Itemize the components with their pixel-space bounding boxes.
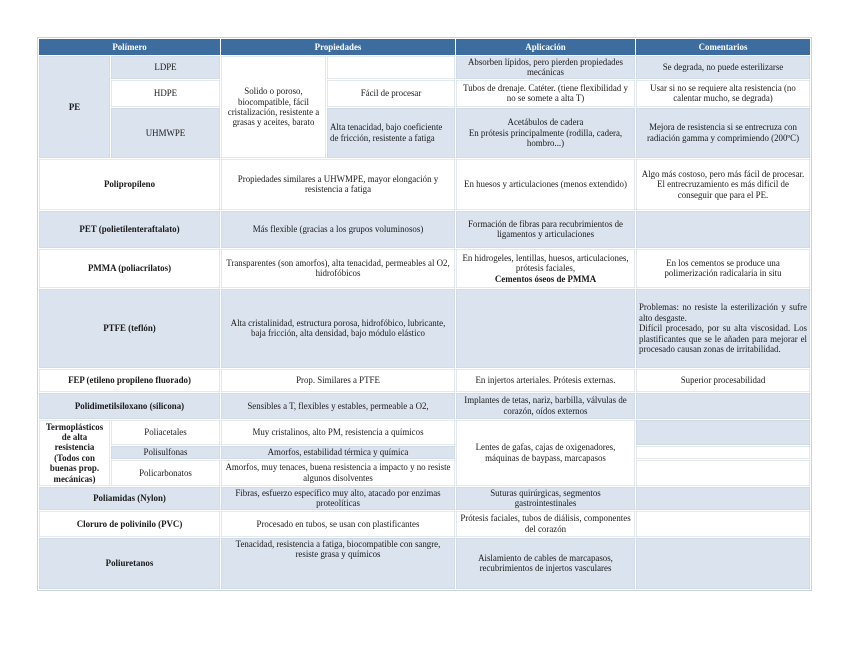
table-row [39, 537, 811, 589]
nylon-app: Suturas quirúrgicas, segmentos gastrointestinales [456, 486, 636, 510]
table-row [39, 210, 811, 248]
pp-comment: Algo más costoso, pero más fácil de procesar. El entrecruzamiento es más difícil de conseguir que para el PE. [636, 158, 811, 210]
pe-uhmwpe: UHMWPE [111, 107, 221, 158]
termo-item-props: Amorfos, muy tenaces, buena resistencia a impacto y no resiste algunos disolventes [221, 459, 456, 486]
pet-props: Más flexible (gracias a los grupos voluminosos) [221, 210, 456, 248]
pe-uhmwpe-app: Acetábulos de cadera En prótesis principalmente (rodilla, cadera, hombro...) [456, 107, 636, 158]
termo-item-comment [636, 459, 811, 486]
ptfe-name: PTFE (teflón) [39, 288, 221, 368]
pe-hdpe-app: Tubos de drenaje. Catéter. (tiene flexibilidad y no se somete a alta T) [456, 79, 636, 107]
fep-app: En injertos arteriales. Prótesis externas. [456, 368, 636, 392]
polymer-table [38, 38, 811, 590]
pet-comment [636, 210, 811, 248]
pmma-app-bold: Cementos óseos de PMMA [494, 273, 597, 284]
pe-uhmwpe-comment: Mejora de resistencia si se entrecruza con radiación gamma y comprimiendo (200ºC) [636, 107, 811, 158]
header-row [39, 39, 811, 56]
pe-ldpe-props [327, 56, 456, 80]
pu-name: Poliuretanos [39, 537, 221, 589]
pet-name: PET (polietilenteraftalato) [39, 210, 221, 248]
table-row [39, 419, 811, 445]
termo-item-name: Policarbonatos [111, 459, 221, 486]
pmma-app-text: En hidrogeles, lentillas, huesos, articulaciones, prótesis faciales, [462, 252, 629, 274]
pp-props: Propiedades similares a UHWMPE, mayor elongación y resistencia a fatiga [221, 158, 456, 210]
header-propiedades: Propiedades [221, 39, 456, 56]
pe-shared-props: Solido o poroso, biocompatible, fácil cristalización, resistente a grasas y aceites, barato [221, 56, 327, 159]
pe-ldpe-app: Absorben lípidos, pero pierden propiedades mecánicas [456, 56, 636, 80]
header-aplicacion: Aplicación [456, 39, 636, 56]
fep-comment: Superior procesabilidad [636, 368, 811, 392]
pe-ldpe-comment: Se degrada, no puede esterilizarse [636, 56, 811, 80]
pe-uhmwpe-props: Alta tenacidad, bajo coeficiente de fricción, resistente a fatiga [327, 107, 456, 158]
pp-name: Polipropileno [39, 158, 221, 210]
termo-item-name: Poliacetales [111, 419, 221, 445]
table-row [39, 56, 811, 80]
termo-item-comment [636, 445, 811, 459]
table-row [39, 368, 811, 392]
pe-hdpe-props: Fácil de procesar [327, 79, 456, 107]
pe-ldpe: LDPE [111, 56, 221, 80]
pvc-name: Cloruro de polivinilo (PVC) [39, 510, 221, 537]
silicona-props: Sensibles a T, flexibles y estables, permeable a O2, [221, 392, 456, 419]
table-row [39, 158, 811, 210]
pvc-app: Prótesis faciales, tubos de diálisis, componentes del corazón [456, 510, 636, 537]
header-polimero: Polímero [39, 39, 221, 56]
pe-name: PE [39, 56, 111, 159]
termo-name: Termoplásticos de alta resistencia (Todos con buenas prop. mecánicas) [39, 419, 111, 486]
table-row [39, 79, 811, 107]
termo-app: Lentes de gafas, cajas de oxigenadores, máquinas de baypass, marcapasos [456, 419, 636, 486]
table-row [39, 288, 811, 368]
ptfe-app [456, 288, 636, 368]
table-row [39, 510, 811, 537]
termo-item-name: Polisulfonas [111, 445, 221, 459]
header-comentarios: Comentarios [636, 39, 811, 56]
pmma-props: Transparentes (son amorfos), alta tenacidad, permeables al O2, hidrofóbicos [221, 248, 456, 288]
pu-app: Aislamiento de cables de marcapasos, recubrimientos de injertos vasculares [456, 537, 636, 589]
silicona-name: Polidimetilsiloxano (silicona) [39, 392, 221, 419]
pmma-app [456, 248, 636, 288]
pmma-comment: En los cementos se produce una polimerización radicalaria in situ [636, 248, 811, 288]
nylon-name: Poliamidas (Nylon) [39, 486, 221, 510]
fep-name: FEP (etileno propileno fluorado) [39, 368, 221, 392]
table-row [39, 248, 811, 288]
silicona-app: Implantes de tetas, nariz, barbilla, válvulas de corazón, oídos externos [456, 392, 636, 419]
pet-app: Formación de fibras para recubrimientos de ligamentos y articulaciones [456, 210, 636, 248]
pu-comment [636, 537, 811, 589]
pp-app: En huesos y articulaciones (menos extendido) [456, 158, 636, 210]
table-row [39, 107, 811, 158]
silicona-comment [636, 392, 811, 419]
ptfe-props: Alta cristalinidad, estructura porosa, hidrofóbico, lubricante, baja fricción, alta densidad, bajo módulo elástico [221, 288, 456, 368]
pvc-props: Procesado en tubos, se usan con plastificantes [221, 510, 456, 537]
nylon-comment [636, 486, 811, 510]
termo-item-props: Amorfos, estabilidad térmica y química [221, 445, 456, 459]
pu-props: Tenacidad, resistencia a fatiga, biocompatible con sangre, resiste grasa y químicos [221, 537, 456, 589]
termo-item-comment [636, 419, 811, 445]
table-row [39, 445, 811, 459]
ptfe-comment: Problemas: no resiste la esterilización y sufre alto desgaste. Difícil procesado, por su alta viscosidad. Los plastificantes que se le añaden para mejorar el procesado causan zonas de irritabilidad. [636, 288, 811, 368]
fep-props: Prop. Similares a PTFE [221, 368, 456, 392]
pe-hdpe-comment: Usar si no se requiere alta resistencia (no calentar mucho, se degrada) [636, 79, 811, 107]
termo-item-props: Muy cristalinos, alto PM, resistencia a químicos [221, 419, 456, 445]
table-row [39, 459, 811, 486]
table-row [39, 392, 811, 419]
nylon-props: Fibras, esfuerzo específico muy alto, atacado por enzimas proteolíticas [221, 486, 456, 510]
pmma-name: PMMA (poliacrilatos) [39, 248, 221, 288]
pe-hdpe: HDPE [111, 79, 221, 107]
table-row [39, 486, 811, 510]
pvc-comment [636, 510, 811, 537]
